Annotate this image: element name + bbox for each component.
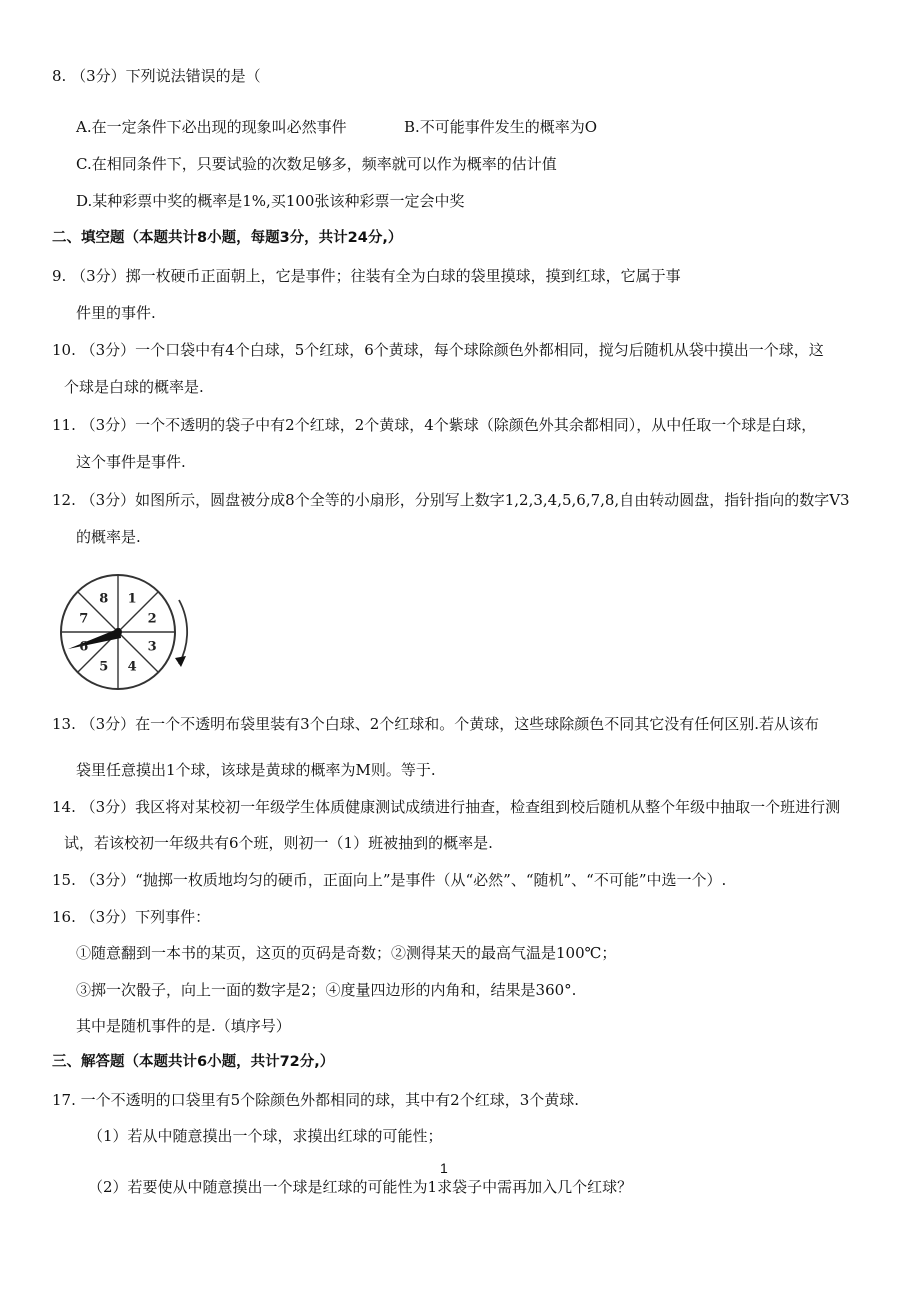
wheel-label-5: 5	[99, 659, 109, 675]
q9-line1: 9. （3分）掷一枚硬币正面朝上，它是事件；往装有全为白球的袋里摸球，摸到红球，它属于事	[52, 267, 681, 285]
q8-option-d: D.某种彩票中奖的概率是1%,买100张该种彩票一定会中奖	[76, 192, 465, 210]
q10-line1: 10. （3分）一个口袋中有4个白球，5个红球，6个黄球，每个球除颜色外都相同，搅匀后随机从袋中摸出一个球，这	[52, 341, 824, 359]
wheel-label-6: 6	[79, 639, 89, 655]
rotation-arrowhead	[175, 656, 186, 667]
q10-line2: 个球是白球的概率是.	[64, 378, 204, 396]
section-heading-answer: 三、解答题（本题共计6小题，共计72分,）	[52, 1054, 335, 1070]
wheel-label-7: 7	[79, 611, 89, 627]
q14-line1: 14. （3分）我区将对某校初一年级学生体质健康测试成绩进行抽查，检查组到校后随机从整个年级中抽取一个班进行测	[52, 798, 841, 816]
q12-line1: 12. （3分）如图所示，圆盘被分成8个全等的小扇形，分别写上数字1,2,3,4,5,6,7,8,自由转动圆盘，指针指向的数字V3	[52, 491, 850, 509]
q16-line4: 其中是随机事件的是.（填序号）	[76, 1017, 291, 1035]
pointer-hub	[114, 628, 122, 636]
q17-part2: （2）若要使从中随意摸出一个球是红球的可能性为1求袋子中需再加入几个红球？	[88, 1178, 633, 1196]
q8-option-c: C.在相同条件下，只要试验的次数足够多，频率就可以作为概率的估计值	[76, 155, 557, 173]
section-heading-fill-in: 二、填空题（本题共计8小题，每题3分，共计24分,）	[52, 230, 403, 246]
pointer-needle	[68, 628, 121, 649]
wheel-label-8: 8	[99, 591, 109, 607]
q14-line2: 试，若该校初一年级共有6个班，则初一（1）班被抽到的概率是.	[64, 834, 493, 852]
q11-line1: 11. （3分）一个不透明的袋子中有2个红球，2个黄球，4个紫球（除颜色外其余都相同），从中任取一个球是白球，	[52, 416, 817, 434]
q12-line2: 的概率是.	[76, 528, 141, 546]
wheel-label-1: 1	[127, 591, 137, 607]
q11-line2: 这个事件是事件.	[76, 453, 186, 471]
wheel-label-4: 4	[127, 659, 137, 675]
rotation-arrow-arc	[179, 600, 187, 664]
q16-line2: ①随意翻到一本书的某页，这页的页码是奇数；②测得某天的最高气温是100℃；	[76, 944, 617, 962]
q17-line1: 17. 一个不透明的口袋里有5个除颜色外都相同的球，其中有2个红球，3个黄球.	[52, 1091, 580, 1109]
q16-line1: 16. （3分）下列事件：	[52, 908, 211, 926]
spinner-wheel-figure	[48, 570, 190, 694]
wheel-label-2: 2	[147, 611, 157, 627]
q13-line2: 袋里任意摸出1个球，该球是黄球的概率为M则。等于.	[76, 761, 436, 779]
q8-stem: 8. （3分）下列说法错误的是（	[52, 67, 261, 85]
q13-line1: 13. （3分）在一个不透明布袋里装有3个白球、2个红球和。个黄球，这些球除颜色不同其它没有任何区别.若从该布	[52, 715, 820, 733]
q16-line3: ③掷一次骰子，向上一面的数字是2；④度量四边形的内角和，结果是360°.	[76, 981, 577, 999]
q15-line1: 15. （3分）“抛掷一枚质地均匀的硬币，正面向上”是事件（从“必然”、“随机”、“不可能”中选一个）.	[52, 871, 727, 889]
q8-option-b: B.不可能事件发生的概率为O	[404, 118, 598, 136]
q17-fraction-numerator: 1	[440, 1160, 448, 1176]
q8-option-a: A.在一定条件下必出现的现象叫必然事件	[76, 118, 347, 136]
q17-part1: （1）若从中随意摸出一个球，求摸出红球的可能性；	[88, 1127, 443, 1145]
wheel-label-3: 3	[147, 639, 157, 655]
q9-line2: 件里的事件.	[76, 304, 156, 322]
